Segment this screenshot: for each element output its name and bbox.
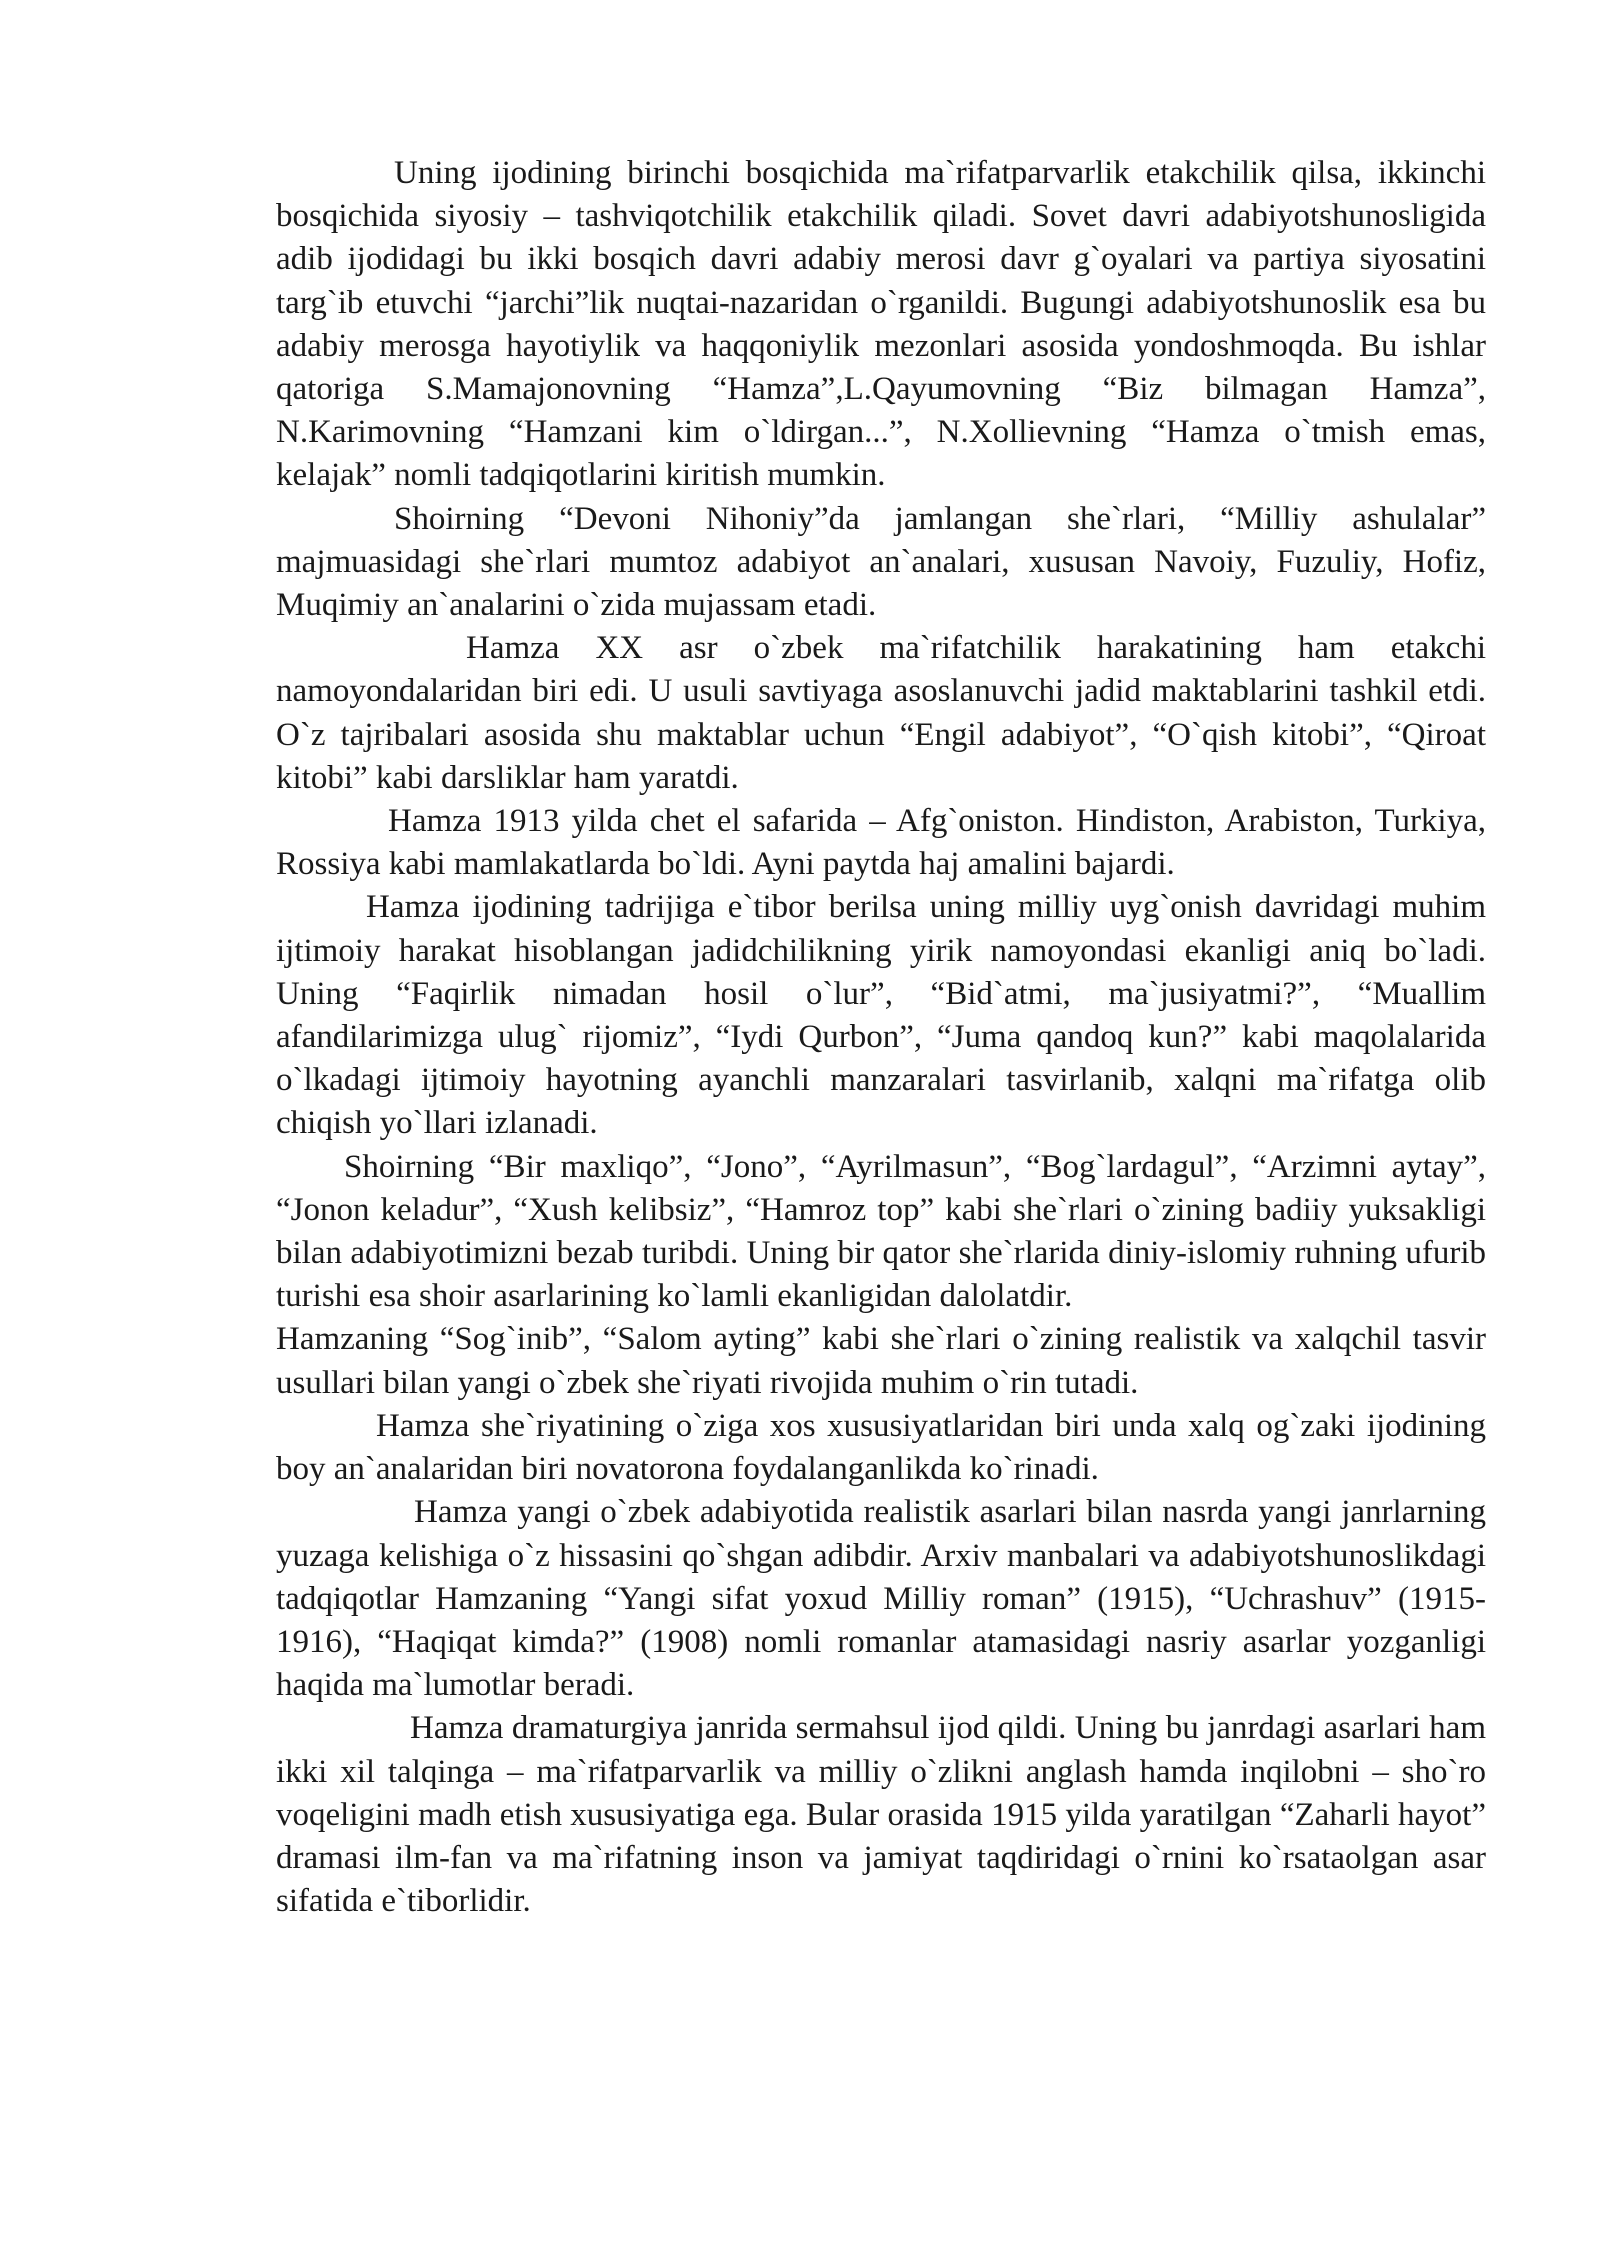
paragraph-3: Hamza XX asr o`zbek ma`rifatchilik harakatining ham etakchi namoyondalaridan biri edi. U usuli savtiyaga asoslanuvchi jadid maktablarini tashkil etdi. O`z tajribalari asosida shu maktablar uchun “Engil adabiyot”, “O`qish kitobi”, “Qiroat kitobi” kabi darsliklar ham yaratdi. <box>276 630 1486 796</box>
paragraph-1: Uning ijodining birinchi bosqichida ma`rifatparvarlik etakchilik qilsa, ikkinchi bosqichida siyosiy – tashviqotchilik etakchilik qiladi. Sovet davri adabiyotshunosligida adib ijodidagi bu ikki bosqich davri adabiy merosi davr g`oyalari va partiya siyosatini targ`ib etuvchi “jarchi”lik nuqtai-nazaridan o`rganildi. Bugungi adabiyotshunoslik esa bu adabiy merosga hayotiylik va haqqoniylik mezonlari asosida yondoshmoqda. Bu ishlar qatoriga S.Mamajonovning “Hamza”,L.Qayumovning “Biz bilmagan Hamza”, N.Karimovning “Hamzani kim o`ldirgan...”, N.Xollievning “Hamza o`tmish emas, kelajak” nomli tadqiqotlarini kiritish mumkin. <box>276 155 1486 494</box>
paragraph-8: Hamza she`riyatining o`ziga xos xususiyatlaridan biri unda xalq og`zaki ijodining boy an`analaridan biri novatorona foydalanganlikda ko`rinadi. <box>276 1407 1486 1488</box>
paragraph-5: Hamza ijodining tadrijiga e`tibor berilsa uning milliy uyg`onish davridagi muhim ijtimoiy harakat hisoblangan jadidchilikning yirik namoyondasi ekanligi aniq bo`ladi. Uning “Faqirlik nimadan hosil o`lur”, “Bid`atmi, ma`jusiyatmi?”, “Muallim afandilarimizga ulug` rijomiz”, “Iydi Qurbon”, “Juma qandoq kun?” kabi maqolalarida o`lkadagi ijtimoiy hayotning ayanchli manzaralari tasvirlanib, xalqni ma`rifatga olib chiqish yo`llari izlanadi. <box>276 889 1486 1142</box>
paragraph-2: Shoirning “Devoni Nihoniy”da jamlangan she`rlari, “Milliy ashulalar” majmuasidagi she`rlari mumtoz adabiyot an`analari, xususan Navoiy, Fuzuliy, Hofiz, Muqimiy an`analarini o`zida mujassam etadi. <box>276 500 1486 624</box>
paragraph-9: Hamza yangi o`zbek adabiyotida realistik asarlari bilan nasrda yangi janrlarning yuzaga kelishiga o`z hissasini qo`shgan adibdir. Arxiv manbalari va adabiyotshunoslikdagi tadqiqotlar Hamzaning “Yangi sifat yoxud Milliy roman” (1915), “Uchrashuv” (1915-1916), “Haqiqat kimda?” (1908) nomli romanlar atamasidagi nasriy asarlar yozganligi haqida ma`lumotlar beradi. <box>276 1494 1486 1704</box>
document-page <box>276 152 1486 1923</box>
paragraph-7: Hamzaning “Sog`inib”, “Salom ayting” kabi she`rlari o`zining realistik va xalqchil tasvir usullari bilan yangi o`zbek she`riyati rivojida muhim o`rin tutadi. <box>276 1321 1486 1401</box>
paragraph-6: Shoirning “Bir maxliqo”, “Jono”, “Ayrilmasun”, “Bog`lardagul”, “Arzimni aytay”, “Jonon keladur”, “Xush kelibsiz”, “Hamroz top” kabi she`rlari o`zining badiiy yuksakligi bilan adabiyotimizni bezab turibdi. Uning bir qator she`rlarida diniy-islomiy ruhning ufurib turishi esa shoir asarlarining ko`lamli ekanligidan dalolatdir. <box>276 1148 1486 1315</box>
paragraph-10: Hamza dramaturgiya janrida sermahsul ijod qildi. Uning bu janrdagi asarlari ham ikki xil talqinga – ma`rifatparvarlik va milliy o`zlikni anglash hamda inqilobni – sho`ro voqeligini madh etish xususiyatiga ega. Bular orasida 1915 yilda yaratilgan “Zaharli hayot” dramasi ilm-fan va ma`rifatning inson va jamiyat taqdiridagi o`rnini ko`rsataolgan asar sifatida e`tiborlidir. <box>276 1710 1486 1920</box>
paragraph-4: Hamza 1913 yilda chet el safarida – Afg`oniston. Hindiston, Arabiston, Turkiya, Rossiya kabi mamlakatlarda bo`ldi. Ayni paytda haj amalini bajardi. <box>276 803 1486 883</box>
